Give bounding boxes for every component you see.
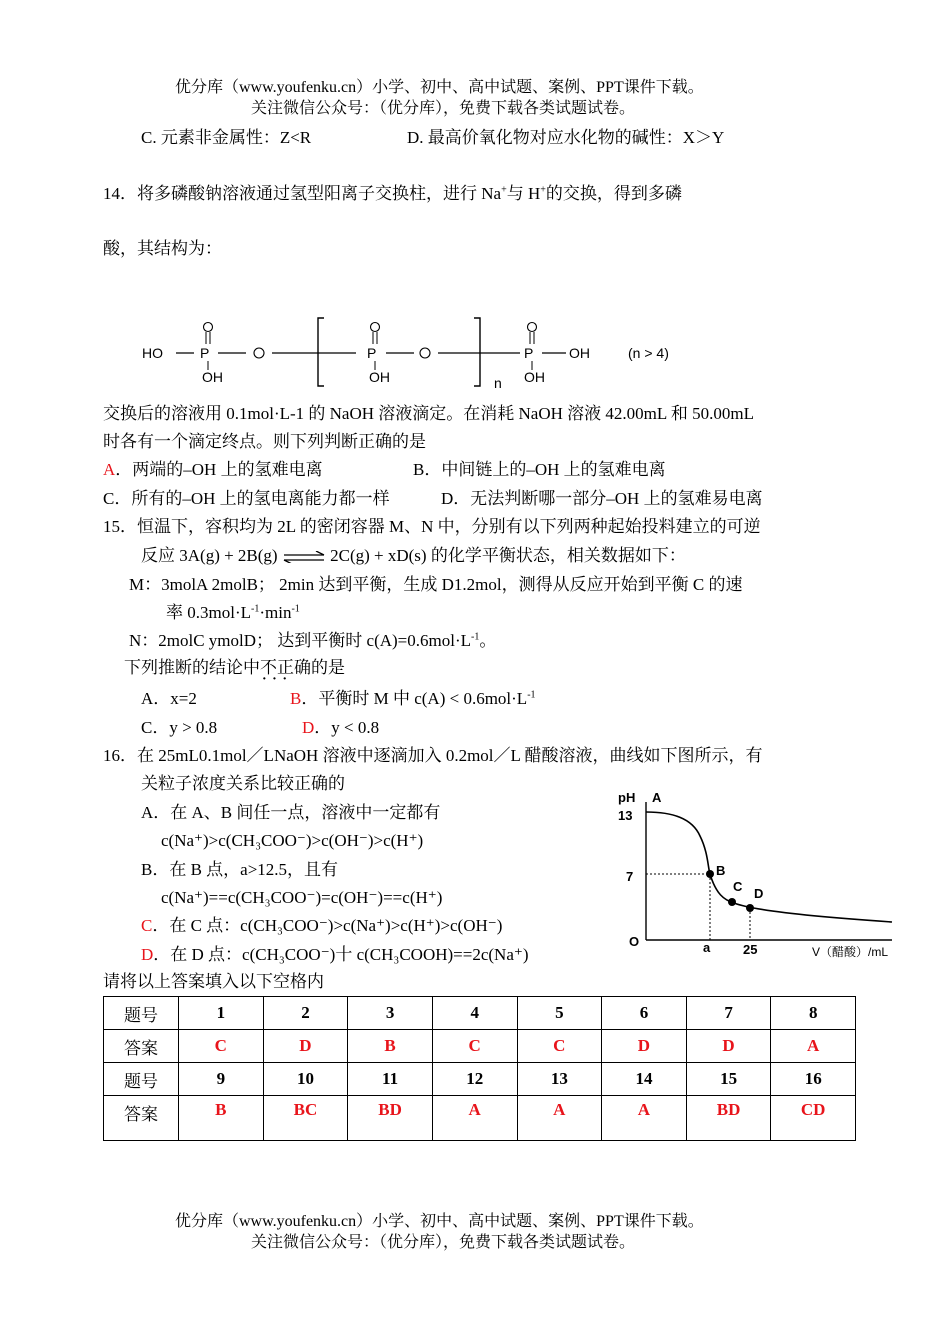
- graph-ytick-13: 13: [618, 808, 633, 823]
- footer-line-1: 优分库（www.youfenku.cn）小学、初中、高中试题、案例、PPT课件下载。: [175, 1213, 704, 1230]
- q13-option-d: D. 最高价氧化物对应水化物的碱性：X＞Y: [407, 128, 725, 147]
- graph-xtick-25: 25: [743, 942, 758, 957]
- q14-text-2: 时各有一个滴定终点。则下列判断正确的是: [103, 432, 426, 451]
- table-row: 题号 1 2 3 4 5 6 7 8: [104, 997, 856, 1030]
- graph-xtick-a: a: [703, 940, 711, 955]
- row-label-num: 题号: [104, 1063, 179, 1096]
- q14-line-2: 酸，其结构为：: [103, 239, 222, 258]
- q15-m-line: M：3molA 2molB； 2min 达到平衡，生成 D1.2mol，测得从反应开始到平衡 C 的速: [129, 575, 743, 594]
- answer-table: [103, 996, 856, 1141]
- polyphosphoric-acid-structure: [138, 312, 698, 394]
- q15-m-line-2: 率 $0.3mol\cdot L^{-1}\cdot\min^{-1}$: [166, 603, 300, 622]
- footer-line-2: 关注微信公众号：（优分库），免费下载各类试题试卷。: [251, 1234, 636, 1251]
- q16-option-c: C．在 C 点：c(CH₃COO⁻)>c(Na⁺)>c(H⁺)>c(OH⁻): [141, 916, 503, 935]
- q16-line-1: 16．在 25mL0.1mol／LNaOH 溶液中逐滴加入 0.2mol／L 醋酸溶液，曲线如下图所示，有: [103, 746, 763, 765]
- struct-oh2: OH: [369, 369, 390, 385]
- struct-condition: (n > 4): [628, 345, 669, 361]
- struct-p3: P: [524, 345, 534, 361]
- q13-option-c: C. 元素非金属性：Z<R: [141, 128, 312, 147]
- header-line-1: 优分库（www.youfenku.cn）小学、初中、高中试题、案例、PPT课件下载。: [175, 79, 704, 96]
- q14-option-b: B．中间链上的–OH 上的氢难电离: [413, 460, 666, 479]
- q14-option-c: C．所有的–OH 上的氢电离能力都一样: [103, 489, 390, 508]
- header-line-2: 关注微信公众号：（优分库），免费下载各类试题试卷。: [251, 100, 636, 117]
- graph-point-c: [728, 898, 736, 906]
- q16-option-d: D．在 D 点：c(CH₃COO⁻)十 c(CH₃COOH)==2c(Na⁺): [141, 945, 529, 964]
- row-label-ans: 答案: [104, 1096, 179, 1141]
- graph-origin: O: [629, 934, 640, 949]
- graph-point-label-d: D: [754, 886, 764, 901]
- struct-oh3: OH: [524, 369, 545, 385]
- graph-point-b: [706, 870, 714, 878]
- struct-p2: P: [367, 345, 377, 361]
- q15-line-2: 反应 3A(g) + 2B(g) 2C(g) + xD(s) 的化学平衡状态，相关数据如下：: [141, 546, 686, 565]
- row-label-num: 题号: [104, 997, 179, 1030]
- graph-curve: [646, 812, 892, 922]
- q15-option-a: A．x=2: [141, 689, 197, 708]
- q15-option-b: B．平衡时 M 中 $c(A) < 0.6mol\cdot L^{-1}$: [290, 689, 536, 708]
- graph-xlabel: V（醋酸）/mL: [812, 945, 889, 959]
- q15-n-line: N：2molC ymolD； 达到平衡时 $c(A)=0.6mol\cdot L^{-1}$。: [129, 631, 497, 650]
- equilibrium-arrow-icon: [282, 551, 326, 563]
- graph-point-d: [746, 904, 754, 912]
- q14-option-d: D．无法判断哪一部分–OH 上的氢难易电离: [441, 489, 763, 508]
- titration-curve-graph: [612, 786, 912, 966]
- q15-option-c: C．y > 0.8: [141, 718, 218, 737]
- q15-option-d: D．y < 0.8: [302, 718, 380, 737]
- struct-oh1: OH: [202, 369, 223, 385]
- table-row: 题号 9 10 11 12 13 14 15 16: [104, 1063, 856, 1096]
- struct-ho: HO: [142, 345, 163, 361]
- q14-line-1: 14．将多磷酸钠溶液通过氢型阳离子交换柱，进行 Na+与 H+的交换，得到多磷: [103, 184, 682, 203]
- graph-point-label-b: B: [716, 863, 726, 878]
- emphasis-dots: 不正确 · · ·: [260, 658, 311, 677]
- graph-point-label-c: C: [733, 879, 743, 894]
- struct-bridge-o2: [420, 348, 430, 358]
- q16-line-2: 关粒子浓度关系比较正确的: [141, 774, 345, 793]
- fill-prompt: 请将以上答案填入以下空格内: [103, 972, 324, 991]
- q15-line-1: 15．恒温下，容积均为 2L 的密闭容器 M、N 中，分别有以下列两种起始投料建立的可逆: [103, 517, 761, 536]
- struct-bridge-o1: [254, 348, 264, 358]
- q14-text-1: 交换后的溶液用 0.1mol·L-1 的 NaOH 溶液滴定。在消耗 NaOH 溶液 42.00mL 和 50.00mL: [103, 404, 754, 423]
- q16-option-b-2: c(Na⁺)==c(CH₃COO⁻)=c(OH⁻)==c(H⁺): [161, 888, 443, 907]
- table-row: 答案 C D B C C D D A: [104, 1030, 856, 1063]
- row-label-ans: 答案: [104, 1030, 179, 1063]
- q16-option-a-2: c(Na⁺)>c(CH₃COO⁻)>c(OH⁻)>c(H⁺): [161, 831, 424, 850]
- q16-option-a-1: A．在 A、B 间任一点，溶液中一定都有: [141, 803, 441, 822]
- struct-oh-end: OH: [569, 345, 590, 361]
- table-row: 答案 B BC BD A A A BD CD: [104, 1096, 856, 1141]
- struct-n: n: [494, 375, 502, 391]
- graph-ylabel: pH: [618, 790, 636, 805]
- q16-option-b-1: B．在 B 点，a>12.5，且有: [141, 860, 339, 879]
- q14-option-a: A．两端的–OH 上的氢难电离: [103, 460, 323, 479]
- graph-ytick-7: 7: [626, 869, 634, 884]
- q15-question: 下列推断的结论中不正确 · · ·的是: [124, 658, 345, 678]
- struct-p1: P: [200, 345, 210, 361]
- graph-point-label-a: A: [652, 790, 662, 805]
